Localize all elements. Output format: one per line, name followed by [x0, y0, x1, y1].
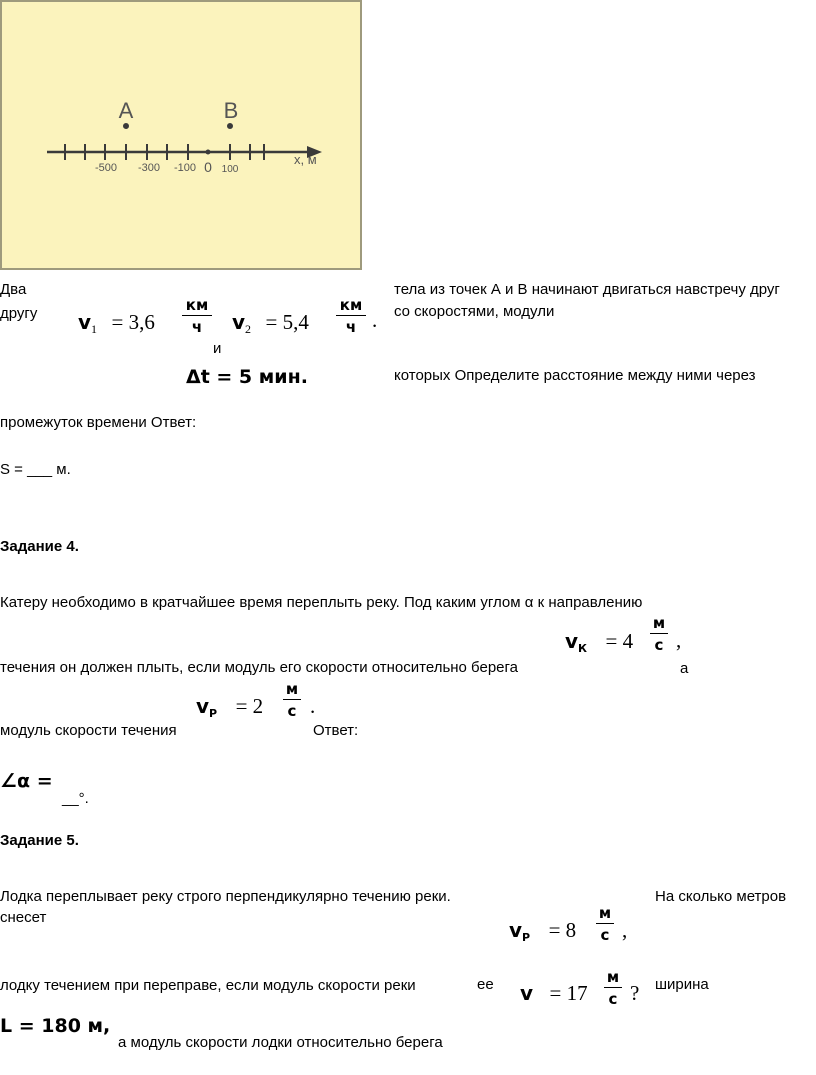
formula-v2: $v_2 = 5,4$	[232, 310, 309, 337]
unit-kmh: км ч	[336, 296, 366, 336]
unit-ms: м с	[650, 614, 668, 654]
tick-label: -300	[137, 162, 161, 174]
task3-line2-right: со скоростями, модули	[394, 303, 555, 320]
task5-line3: а модуль скорости лодки относительно берега	[118, 1034, 443, 1051]
formula-v5: v = 17	[520, 981, 588, 1005]
point-b-label: B	[223, 98, 239, 123]
task3-line2-left: другу	[0, 305, 38, 322]
formula-dt: Δt = 5 мин.	[186, 366, 308, 388]
width-word: ширина	[655, 976, 709, 993]
point-b-dot	[227, 123, 233, 129]
formula-v1: $v_1 = 3,6$	[78, 310, 155, 337]
question-mark: ?	[630, 981, 640, 1005]
tick-label: 100	[221, 164, 239, 175]
and-word: и	[213, 340, 222, 357]
comma: ,	[622, 918, 628, 942]
task3-line4: промежуток времени Ответ:	[0, 414, 197, 431]
formula-L: L = 180 м,	[0, 1015, 111, 1037]
number-line-diagram	[2, 2, 364, 272]
unit-ms: м с	[283, 680, 301, 720]
task4-line1: Катеру необходимо в кратчайшее время переплыть реку. Под каким углом α к направлению	[0, 594, 643, 611]
task4-line2: течения он должен плыть, если модуль его скорости относительно берега	[0, 659, 518, 676]
formula-vr5: $v_Р = 8$	[509, 918, 577, 945]
unit-ms: м с	[604, 968, 622, 1008]
task5-line1b: снесет	[0, 909, 47, 926]
tick-label: -100	[173, 162, 197, 174]
unit-ms: м с	[596, 904, 614, 944]
number-line-figure	[0, 0, 362, 270]
task5-line2: лодку течением при переправе, если модуль скорости реки	[0, 977, 416, 994]
a-word: а	[680, 660, 689, 677]
period: .	[372, 308, 378, 332]
point-a-label: A	[118, 98, 134, 123]
unit-kmh: км ч	[182, 296, 212, 336]
formula-vk: $v_К = 4$	[565, 629, 634, 656]
origin-dot	[206, 150, 211, 155]
task3-line1-left: Два	[0, 281, 27, 298]
task3-answer: S = ___ м.	[0, 461, 71, 478]
tick-label: -500	[94, 162, 118, 174]
period: .	[310, 694, 316, 718]
formula-vr: $v_Р = 2$	[196, 694, 264, 721]
task4-heading: Задание 4.	[0, 538, 79, 555]
task5-heading: Задание 5.	[0, 832, 79, 849]
task4-answer-word: Ответ:	[313, 722, 359, 739]
point-a-dot	[123, 123, 129, 129]
comma: ,	[676, 628, 682, 652]
task5-line1-left: Лодка переплывает реку строго перпендикулярно течению реки.	[0, 888, 451, 905]
axis-label: x, м	[294, 152, 317, 167]
task5-line1-right: На сколько метров	[655, 888, 787, 905]
angle-formula: ∠α =	[0, 770, 53, 792]
tick-label: 0	[204, 159, 212, 175]
ee-word: ее	[477, 976, 494, 993]
task3-line3-right: которых Определите расстояние между ними через	[394, 367, 756, 384]
task3-line1-right: тела из точек А и В начинают двигаться навстречу друг	[394, 281, 780, 298]
task4-line3: модуль скорости течения	[0, 722, 177, 739]
angle-blank: __°.	[62, 790, 89, 807]
